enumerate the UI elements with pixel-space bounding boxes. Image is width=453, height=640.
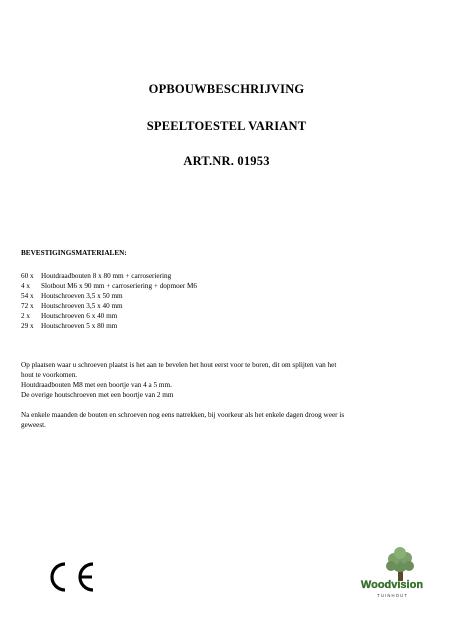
item-qty: 60 x — [21, 272, 34, 280]
item-qty: 54 x — [21, 291, 34, 300]
maintenance-instructions — [21, 410, 431, 430]
ce-mark-icon — [43, 560, 97, 594]
item-qty: 2 x — [21, 311, 30, 320]
drilling-instructions — [21, 360, 431, 400]
list-item — [21, 302, 197, 312]
materials-heading: BEVESTIGINGSMATERIALEN: — [21, 249, 127, 257]
list-item — [21, 292, 197, 302]
list-item — [21, 272, 197, 282]
instruction-line: De overige houtschroeven met een boortje van 2 mm — [21, 391, 174, 399]
item-qty: 4 x — [21, 281, 30, 290]
item-desc: Houtschroeven 6 x 40 mm — [41, 311, 118, 320]
doc-title: OPBOUWBESCHRIJVING — [148, 82, 305, 96]
item-desc: Houtschroeven 5 x 80 mm — [41, 321, 118, 330]
materials-list — [21, 272, 197, 331]
instruction-line: geweest. — [21, 421, 46, 429]
article-number: ART.NR. 01953 — [183, 154, 270, 168]
item-desc: Houtdraadbouten 8 x 80 mm + carroseriering — [41, 272, 172, 280]
tree-icon — [386, 547, 414, 581]
instruction-line: Op plaatsen waar u schroeven plaatst is het aan te bevelen het hout eerst voor te boren, dit om splijten van het — [21, 361, 337, 369]
item-desc: Slotbout M6 x 90 mm + carroseriering + dopmoer M6 — [41, 281, 198, 290]
logo-tagline: T U I N H O U T — [377, 593, 407, 598]
logo-brand: Woodvision — [360, 579, 424, 591]
instruction-line: Na enkele maanden de bouten en schroeven nog eens natrekken, bij voorkeur als het enkele dagen droog weer is — [21, 411, 345, 419]
woodvision-logo — [352, 545, 432, 599]
item-desc: Houtschroeven 3,5 x 40 mm — [41, 301, 123, 310]
item-qty: 72 x — [21, 301, 34, 310]
item-qty: 29 x — [21, 321, 34, 330]
list-item — [21, 322, 197, 332]
instruction-line: Houtdraadbouten M8 met een boortje van 4 a 5 mm. — [21, 381, 172, 389]
list-item — [21, 282, 197, 292]
doc-subtitle: SPEELTOESTEL VARIANT — [146, 119, 307, 133]
list-item — [21, 312, 197, 322]
instruction-line: hout te voorkomen. — [21, 371, 78, 379]
item-desc: Houtschroeven 3,5 x 50 mm — [41, 291, 123, 300]
